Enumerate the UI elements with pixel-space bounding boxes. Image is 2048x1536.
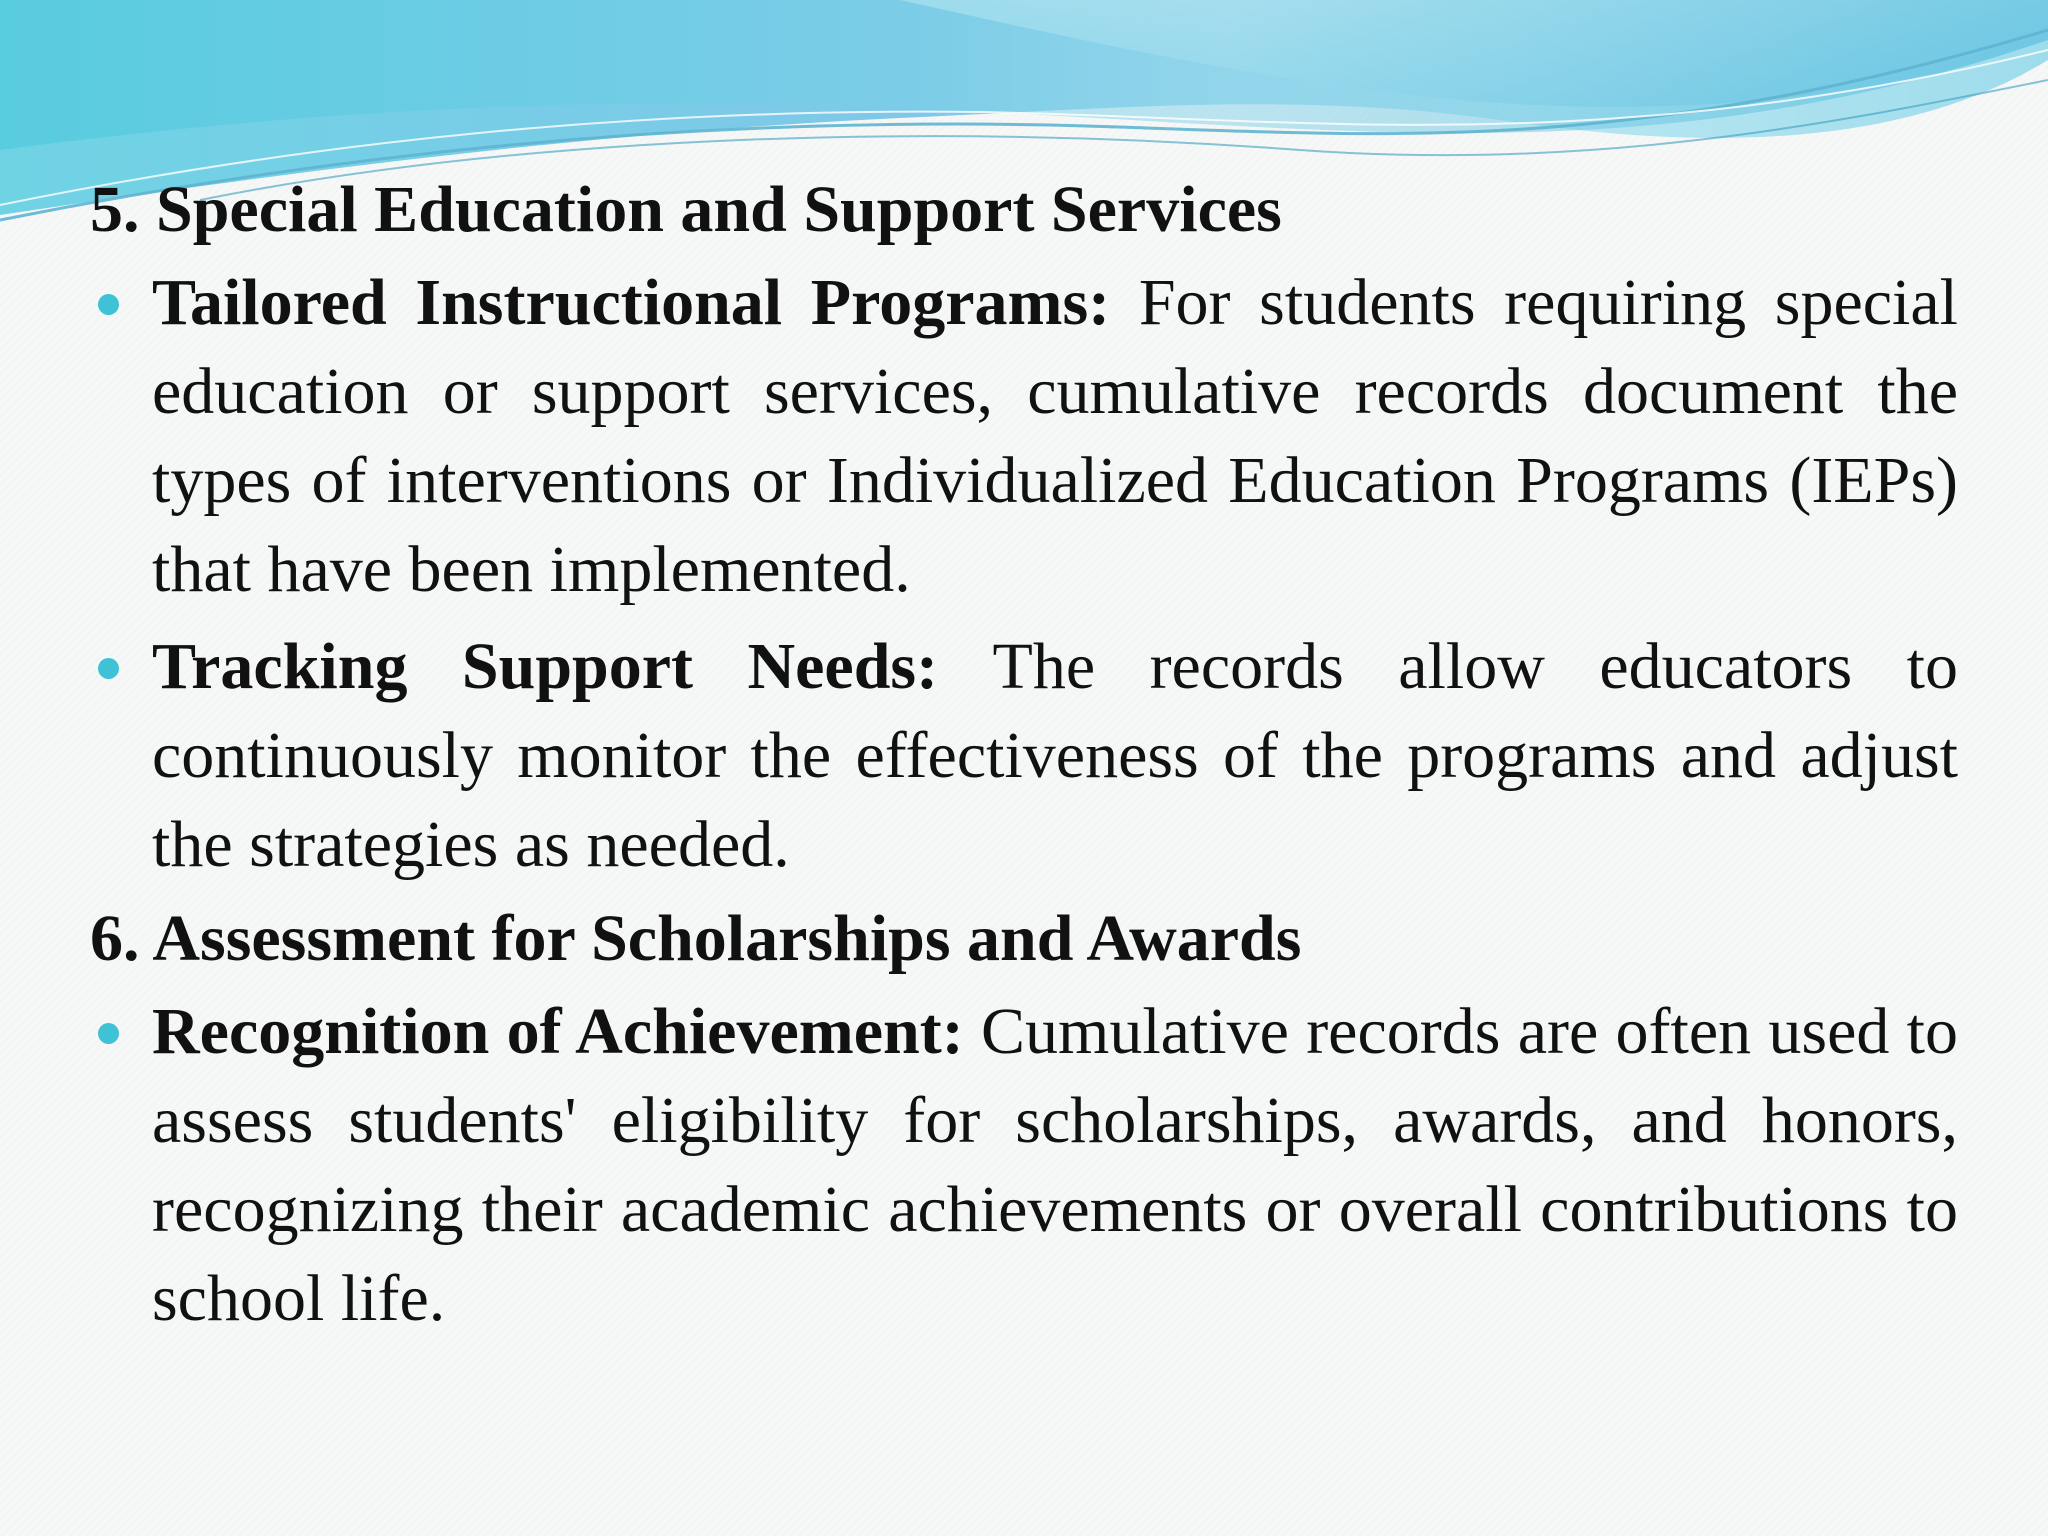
bullet-text: For students requiring special education or support services, cumulative records document the types of interventions or Individualized Education Programs (IEPs) that have been implemented. [152,266,1959,606]
bullet-text: The records allow educators to continuously monitor the effectiveness of the programs and adjust the strategies as needed. [152,630,1958,881]
bullet-term: Tracking Support Needs: [152,630,993,703]
bullet-text: Cumulative records are often used to assess students' eligibility for scholarships, awards, and honors, recognizing their academic achievements or overall contributions to school life. [152,995,1958,1335]
bullet-term: Recognition of Achievement: [152,995,981,1068]
bullet-dot-icon [98,658,119,679]
bullet-list-scholarships-awards [90,987,1958,1343]
bullet-recognition-of-achievement [90,987,1958,1343]
bullet-list-special-education [90,258,1958,889]
bullet-tracking-support-needs [90,622,1958,889]
bullet-dot-icon [98,294,119,315]
section-heading-scholarships-awards: 6. Assessment for Scholarships and Awards [90,902,1302,975]
bullet-tailored-instructional-programs [90,258,1958,614]
section-heading-special-education: 5. Special Education and Support Services [90,173,1282,246]
slide-content [90,168,1958,1351]
bullet-term: Tailored Instructional Programs: [152,266,1139,339]
bullet-dot-icon [98,1023,119,1044]
